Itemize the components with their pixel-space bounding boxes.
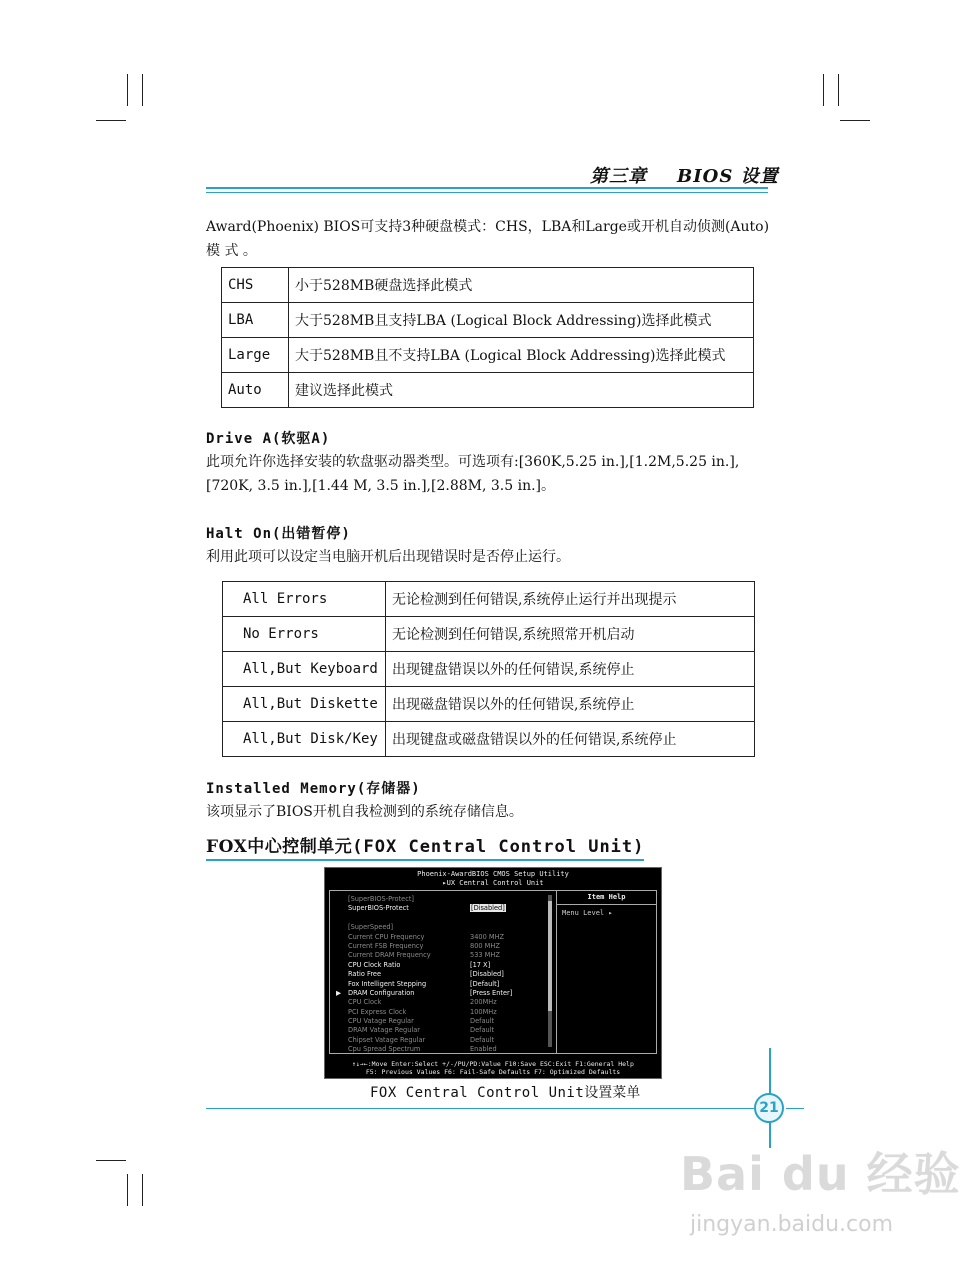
bios-setting-value: Default bbox=[470, 1035, 495, 1044]
figure-caption bbox=[370, 1082, 640, 1102]
fox-section-heading bbox=[206, 832, 644, 861]
crop-mark bbox=[96, 120, 126, 121]
drive-a-line: [720K, 3.5 in.],[1.44 M, 3.5 in.],[2.88M, 3.5 in.]。 bbox=[206, 478, 555, 494]
bios-setting-row[interactable] bbox=[336, 988, 548, 998]
bios-setting-value: Enabled bbox=[470, 1045, 497, 1054]
bios-screenshot bbox=[324, 867, 662, 1079]
watermark-logo: Bai du 经验 bbox=[680, 1147, 961, 1201]
halt-on-desc: 利用此项可以设定当电脑开机后出现错误时是否停止运行。 bbox=[206, 549, 570, 565]
bios-scrollbar bbox=[548, 895, 552, 1047]
bios-setting-label: Current FSB Frequency bbox=[348, 941, 424, 950]
bios-setting-label: Chipset Vatage Regular bbox=[348, 1035, 426, 1044]
bios-setting-label: PCI Express Clock bbox=[348, 1007, 407, 1016]
bios-setting-list bbox=[336, 895, 548, 1055]
bios-help-rule bbox=[557, 904, 656, 905]
bios-footer bbox=[325, 1060, 661, 1076]
bios-setting-label: Cpu Spread Spectrum bbox=[348, 1045, 421, 1054]
bios-divider bbox=[556, 891, 557, 1053]
halt-option-name: All,But Keyboard bbox=[223, 652, 386, 687]
bios-setting-label: DRAM Configuration bbox=[348, 988, 415, 997]
bios-title bbox=[325, 870, 661, 888]
table-row bbox=[223, 582, 755, 617]
bios-setting-value: 200MHz bbox=[470, 998, 497, 1007]
bios-setting-label: SuperBIOS-Protect bbox=[348, 904, 409, 913]
bios-footer-line: F5: Previous Values F6: Fail-Safe Defaults F7: Optimized Defaults bbox=[365, 1068, 621, 1076]
bios-setting-label: [SuperSpeed] bbox=[348, 923, 394, 932]
bios-setting-value: [Disabled] bbox=[470, 970, 504, 979]
bios-setting-row[interactable] bbox=[348, 980, 548, 989]
chapter-title: BIOS 设置 bbox=[677, 166, 779, 187]
table-row bbox=[222, 338, 754, 373]
bios-setting-value: Default bbox=[470, 1017, 495, 1026]
table-row bbox=[222, 268, 754, 303]
bios-setting-value bbox=[470, 904, 506, 913]
bios-setting-row[interactable] bbox=[348, 1017, 548, 1026]
bios-setting-row[interactable] bbox=[348, 961, 548, 970]
mode-name: Large bbox=[222, 338, 289, 373]
bios-setting-row[interactable] bbox=[348, 1008, 548, 1017]
submenu-arrow-icon: ▶ bbox=[336, 988, 342, 997]
bios-setting-value: [17 X] bbox=[470, 960, 491, 969]
bios-setting-label: DRAM Vatage Regular bbox=[348, 1026, 420, 1035]
mode-desc: 小于528MB硬盘选择此模式 bbox=[289, 268, 754, 303]
bios-setting-label: CPU Clock bbox=[348, 998, 382, 1007]
bios-setting-row[interactable] bbox=[348, 914, 548, 923]
drive-a-heading: Drive A(软驱A) bbox=[206, 431, 331, 447]
installed-memory-heading: Installed Memory(存储器) bbox=[206, 781, 421, 797]
halt-option-name: All,But Diskette bbox=[223, 687, 386, 722]
crop-mark bbox=[142, 74, 143, 106]
mode-desc: 建议选择此模式 bbox=[289, 373, 754, 408]
bios-setting-value: Default bbox=[470, 1026, 495, 1035]
halt-option-desc: 出现磁盘错误以外的任何错误,系统停止 bbox=[386, 687, 755, 722]
chapter-header bbox=[590, 162, 779, 188]
bios-setting-row[interactable] bbox=[348, 933, 548, 942]
bios-setting-row[interactable] bbox=[348, 1045, 548, 1054]
crop-mark bbox=[96, 1160, 126, 1161]
halt-option-name: No Errors bbox=[223, 617, 386, 652]
bios-setting-row[interactable] bbox=[348, 1036, 548, 1045]
table-row bbox=[223, 722, 755, 757]
bios-setting-value: 100MHz bbox=[470, 1007, 497, 1016]
caption-en: FOX Central Control Unit bbox=[370, 1085, 585, 1101]
crop-mark bbox=[127, 74, 128, 106]
bios-help-title: Item Help bbox=[587, 893, 626, 901]
halt-option-name: All,But Disk/Key bbox=[223, 722, 386, 757]
header-rule bbox=[206, 187, 768, 189]
halt-option-desc: 出现键盘错误以外的任何错误,系统停止 bbox=[386, 652, 755, 687]
halt-option-desc: 无论检测到任何错误,系统照常开机启动 bbox=[386, 617, 755, 652]
bios-setting-value: 800 MHZ bbox=[470, 941, 500, 950]
halt-option-desc: 出现键盘或磁盘错误以外的任何错误,系统停止 bbox=[386, 722, 755, 757]
table-row bbox=[223, 687, 755, 722]
halt-on-table bbox=[222, 581, 755, 757]
crop-mark bbox=[840, 120, 870, 121]
mode-name: CHS bbox=[222, 268, 289, 303]
halt-option-name: All Errors bbox=[223, 582, 386, 617]
table-row bbox=[222, 303, 754, 338]
mode-desc: 大于528MB且支持LBA (Logical Block Addressing)选择此模式 bbox=[289, 303, 754, 338]
bios-setting-row[interactable] bbox=[348, 942, 548, 951]
watermark-url: jingyan.baidu.com bbox=[690, 1212, 894, 1237]
intro-line: 模 式 。 bbox=[206, 243, 257, 259]
bios-footer-line: ↑↓→←:Move Enter:Select +/-/PU/PD:Value F10:Save ESC:Exit F1:General Help bbox=[352, 1060, 634, 1068]
bios-setting-value: 533 MHZ bbox=[470, 951, 500, 960]
bios-scrollbar-thumb bbox=[548, 901, 552, 1011]
bios-setting-value: [Default] bbox=[470, 979, 500, 988]
footer-rule bbox=[206, 1108, 754, 1109]
drive-a-line: 此项允许你选择安装的软盘驱动器类型。可选项有:[360K,5.25 in.],[1.2M,5.25 in.], bbox=[206, 454, 740, 470]
fox-section-en: (FOX Central Control Unit) bbox=[352, 837, 645, 857]
bios-title-line: ▸UX Central Control Unit bbox=[442, 879, 544, 887]
header-rule bbox=[206, 192, 768, 193]
bios-setting-row[interactable] bbox=[348, 970, 548, 979]
fox-section-cn: FOX中心控制单元 bbox=[206, 837, 353, 857]
halt-option-desc: 无论检测到任何错误,系统停止运行并出现提示 bbox=[386, 582, 755, 617]
intro-line: Award(Phoenix) BIOS可支持3种硬盘模式：CHS，LBA和Large或开机自动侦测(Auto) bbox=[206, 219, 770, 235]
page-number: 21 bbox=[754, 1093, 784, 1123]
mode-name: LBA bbox=[222, 303, 289, 338]
bios-setting-label: CPU Vatage Regular bbox=[348, 1017, 414, 1026]
bios-setting-row[interactable] bbox=[348, 998, 548, 1007]
caption-cn: 设置菜单 bbox=[584, 1085, 641, 1101]
hdd-mode-table bbox=[221, 267, 754, 408]
table-row bbox=[223, 652, 755, 687]
bios-setting-label: Fox Intelligent Stepping bbox=[348, 979, 427, 988]
bios-setting-label: Current CPU Frequency bbox=[348, 932, 425, 941]
bios-setting-label: [SuperBIOS-Protect] bbox=[348, 895, 414, 903]
crop-mark bbox=[823, 74, 824, 106]
bios-frame bbox=[329, 890, 657, 1054]
crop-mark bbox=[142, 1174, 143, 1206]
table-row bbox=[223, 617, 755, 652]
bios-setting-row[interactable] bbox=[348, 923, 548, 932]
bios-setting-label: Ratio Free bbox=[348, 970, 382, 979]
bios-setting-row[interactable] bbox=[348, 904, 548, 913]
crop-mark bbox=[127, 1174, 128, 1206]
bios-setting-row[interactable] bbox=[348, 951, 548, 960]
bios-setting-row[interactable] bbox=[348, 1026, 548, 1035]
crop-mark bbox=[838, 74, 839, 106]
bios-title-line: Phoenix-AwardBIOS CMOS Setup Utility bbox=[417, 870, 569, 878]
bios-menu-level: Menu Level ▸ bbox=[562, 909, 613, 917]
installed-memory-desc: 该项显示了BIOS开机自我检测到的系统存储信息。 bbox=[206, 804, 523, 820]
chapter-number: 第三章 bbox=[590, 166, 647, 187]
bios-setting-value: 3400 MHZ bbox=[470, 932, 505, 941]
bios-setting-row[interactable] bbox=[348, 895, 548, 904]
bios-setting-label: Current DRAM Frequency bbox=[348, 951, 431, 960]
bios-setting-value: [Press Enter] bbox=[470, 988, 513, 997]
footer-rule bbox=[786, 1108, 804, 1109]
halt-on-heading: Halt On(出错暂停) bbox=[206, 526, 351, 542]
table-row bbox=[222, 373, 754, 408]
bios-setting-label: CPU Clock Ratio bbox=[348, 960, 401, 969]
mode-desc: 大于528MB且不支持LBA (Logical Block Addressing)选择此模式 bbox=[289, 338, 754, 373]
bios-selected-value: [Disabled] bbox=[471, 904, 505, 913]
mode-name: Auto bbox=[222, 373, 289, 408]
